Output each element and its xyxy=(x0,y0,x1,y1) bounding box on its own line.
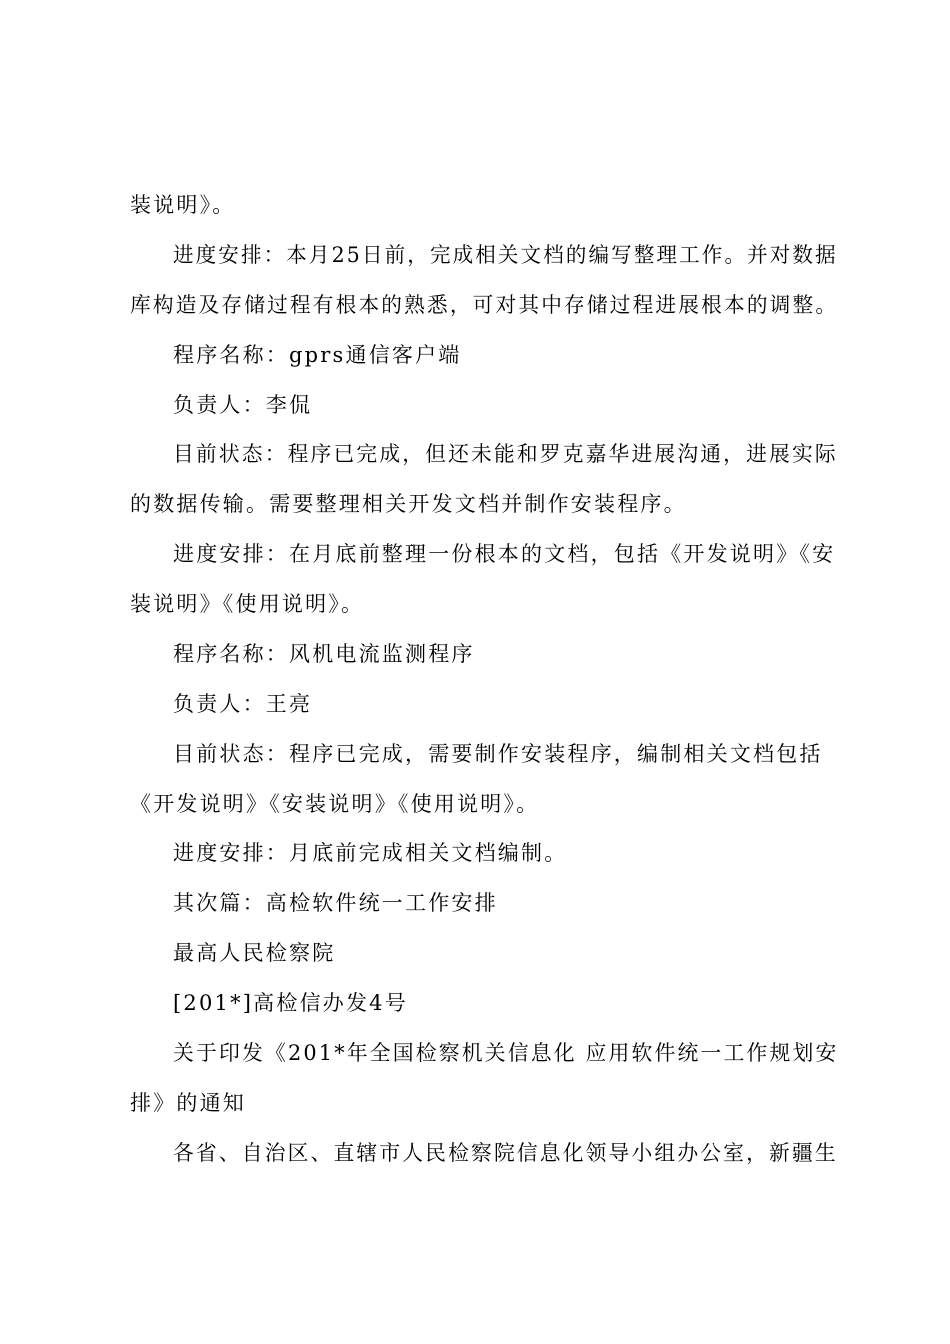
text-line: 的数据传输。需要整理相关开发文档并制作安装程序。 xyxy=(130,492,687,516)
text-line: 《开发说明》《安装说明》《使用说明》。 xyxy=(130,792,540,816)
text-line: 排》的通知 xyxy=(130,1091,246,1115)
text-line: 程序名称：风机电流监测程序 xyxy=(173,642,475,666)
text-line: 目前状态：程序已完成，需要制作安装程序，编制相关文档包括 xyxy=(173,742,823,766)
text-line: 进度安排：本月25日前，完成相关文档的编写整理工作。并对数据 xyxy=(173,243,838,267)
text-line: 最高人民检察院 xyxy=(173,941,336,965)
text-line: 各省、自治区、直辖市人民检察院信息化领导小组办公室，新疆生 xyxy=(173,1141,838,1165)
text-line: 负责人：李侃 xyxy=(173,393,313,417)
text-line: 负责人：王亮 xyxy=(173,692,313,716)
text-line: 关于印发《201*年全国检察机关信息化 应用软件统一工作规划安 xyxy=(173,1041,839,1065)
text-line: 其次篇：高检软件统一工作安排 xyxy=(173,891,498,915)
text-line: [201*]高检信办发4号 xyxy=(173,991,408,1015)
text-line: 进度安排：在月底前整理一份根本的文档，包括《开发说明》《安 xyxy=(173,542,836,566)
text-line: 进度安排：月底前完成相关文档编制。 xyxy=(173,841,568,865)
text-line: 程序名称：gprs通信客户端 xyxy=(173,343,462,367)
text-line: 装说明》《使用说明》。 xyxy=(130,592,365,616)
text-line: 目前状态：程序已完成，但还未能和罗克嘉华进展沟通，进展实际 xyxy=(173,442,838,466)
text-line: 装说明》。 xyxy=(130,193,236,217)
text-line: 库构造及存储过程有根本的熟悉，可对其中存储过程进展根本的调整。 xyxy=(130,293,839,317)
